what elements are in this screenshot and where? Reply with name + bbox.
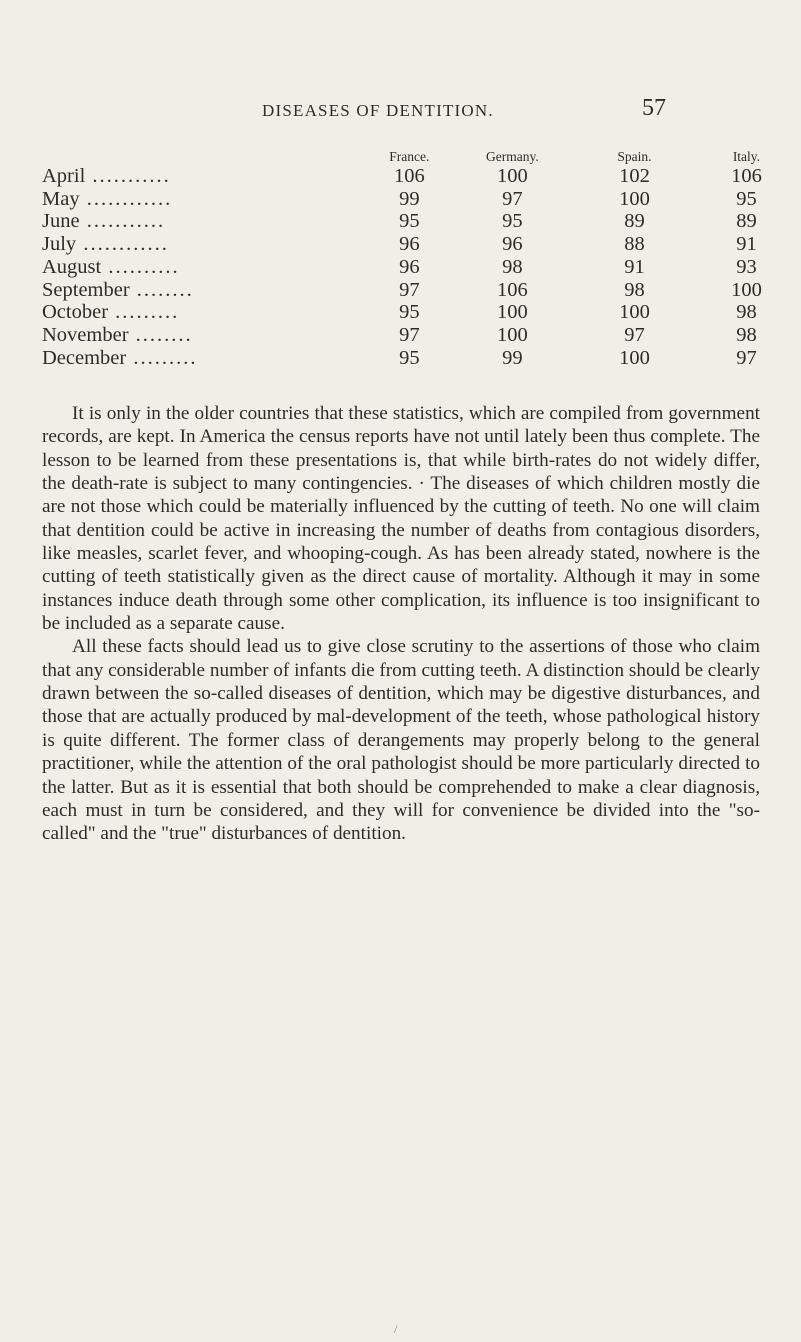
month-cell — [42, 188, 371, 211]
month-label: July — [42, 233, 77, 256]
value-cell-germany: 100 — [497, 301, 528, 324]
paragraph: It is only in the older countries that these statistics, which are compiled from government records, are kept. In America the census reports have not until lately been thus complete. The lesson to be learned from these presentations is, that while birth-rates do not widely differ, the death-rate is subject to many contingencies. · The diseases of which children mostly die are not those which could be materially influenced by the cutting of teeth. No one will claim that dentition could be active in increasing the number of deaths from contagious disorders, like measles, scarlet fever, and whooping-cough. As has been already stated, nowhere is the cutting of teeth statistically given as the direct cause of mortality. Although it may in some instances induce death through some other complication, its influence is too insignificant to be included as a separate cause. — [42, 403, 760, 635]
table-row — [42, 324, 801, 347]
month-label: August — [42, 255, 102, 278]
value-cell-france: 97 — [399, 323, 420, 346]
value-cell-spain: 89 — [624, 210, 645, 233]
value-cell-france: 96 — [399, 255, 420, 278]
table-row — [42, 210, 801, 233]
table-header-spain: Spain. — [617, 149, 652, 164]
month-cell — [42, 324, 371, 347]
value-cell-germany: 97 — [502, 187, 523, 210]
table-header-france: France. — [389, 149, 430, 164]
month-label: November — [42, 323, 129, 346]
value-cell-germany: 98 — [502, 255, 523, 278]
value-cell-germany: 100 — [497, 323, 528, 346]
value-cell-italy: 89 — [736, 210, 757, 233]
mortality-table — [42, 143, 801, 369]
page-number: 57 — [642, 95, 666, 121]
month-cell — [42, 301, 371, 324]
table-row — [42, 347, 801, 370]
body-text — [42, 402, 760, 846]
value-cell-germany: 106 — [497, 278, 528, 301]
value-cell-italy: 91 — [736, 233, 757, 256]
leader-dots: ............ — [76, 233, 169, 256]
table-header-germany: Germany. — [486, 149, 539, 164]
table-row — [42, 301, 801, 324]
month-label: May — [42, 187, 80, 210]
value-cell-france: 106 — [393, 165, 425, 187]
value-cell-spain: 97 — [624, 323, 645, 346]
month-cell — [42, 347, 371, 370]
table-header-italy: Italy. — [732, 149, 761, 164]
month-label: June — [42, 210, 80, 233]
value-cell-france: 97 — [399, 278, 420, 301]
value-cell-france: 95 — [399, 346, 420, 369]
table-row — [42, 165, 801, 188]
value-cell-france: 96 — [399, 233, 420, 256]
value-cell-italy: 100 — [731, 278, 762, 301]
table-row — [42, 256, 801, 279]
value-cell-italy: 98 — [736, 301, 757, 324]
running-head — [0, 95, 801, 125]
value-cell-spain: 98 — [624, 278, 645, 301]
value-cell-spain: 100 — [619, 346, 650, 369]
table-row — [42, 279, 801, 302]
value-cell-italy: 98 — [736, 323, 757, 346]
month-label: September — [42, 278, 130, 301]
month-cell — [42, 165, 371, 188]
table-header-row — [42, 143, 801, 165]
table-header-month — [42, 143, 371, 165]
value-cell-spain: 100 — [619, 187, 650, 210]
leader-dots: ........... — [79, 210, 166, 233]
leader-dots: ......... — [126, 346, 198, 369]
month-label: October — [42, 301, 109, 324]
value-cell-spain: 102 — [619, 165, 650, 187]
value-cell-germany: 95 — [502, 210, 523, 233]
leader-dots: ........ — [128, 323, 193, 346]
page-title: DISEASES OF DENTITION. — [262, 101, 494, 120]
month-label: December — [42, 346, 127, 369]
table-body — [42, 165, 801, 369]
value-cell-france: 95 — [399, 301, 420, 324]
footer-mark: / — [394, 1322, 398, 1336]
value-cell-germany: 96 — [502, 233, 523, 256]
month-cell — [42, 279, 371, 302]
value-cell-spain: 88 — [624, 233, 645, 256]
value-cell-germany: 100 — [497, 165, 528, 187]
paragraph: All these facts should lead us to give close scrutiny to the assertions of those who claim that any considerable number of infants die from cutting teeth. A distinction should be clearly drawn between the so-called diseases of dentition, which may be digestive disturbances, and those that are actually produced by mal-development of the teeth, whose pathological history is quite different. The former class of derangements may properly belong to the general practitioner, while the attention of the oral pathologist should be more particularly directed to the latter. But as it is essential that both should be comprehended to make a clear diagnosis, each must in turn be considered, and they will for convenience be divided into the "so-called" and the "true" disturbances of dentition. — [42, 636, 760, 845]
value-cell-germany: 99 — [502, 346, 523, 369]
month-label: April — [42, 165, 86, 187]
leader-dots: ........... — [85, 165, 171, 187]
month-cell — [42, 233, 371, 256]
month-cell — [42, 210, 371, 233]
leader-dots: ......... — [108, 301, 180, 324]
leader-dots: ........ — [129, 278, 194, 301]
value-cell-italy: 93 — [736, 255, 757, 278]
value-cell-france: 95 — [399, 210, 420, 233]
value-cell-spain: 91 — [624, 255, 645, 278]
value-cell-france: 99 — [399, 187, 420, 210]
leader-dots: .......... — [101, 255, 180, 278]
value-cell-spain: 100 — [619, 301, 650, 324]
table-row — [42, 188, 801, 211]
value-cell-italy: 97 — [736, 346, 757, 369]
value-cell-italy: 95 — [736, 187, 757, 210]
leader-dots: ............ — [79, 187, 173, 210]
table-row — [42, 233, 801, 256]
value-cell-italy: 106 — [731, 165, 762, 187]
month-cell — [42, 256, 371, 279]
